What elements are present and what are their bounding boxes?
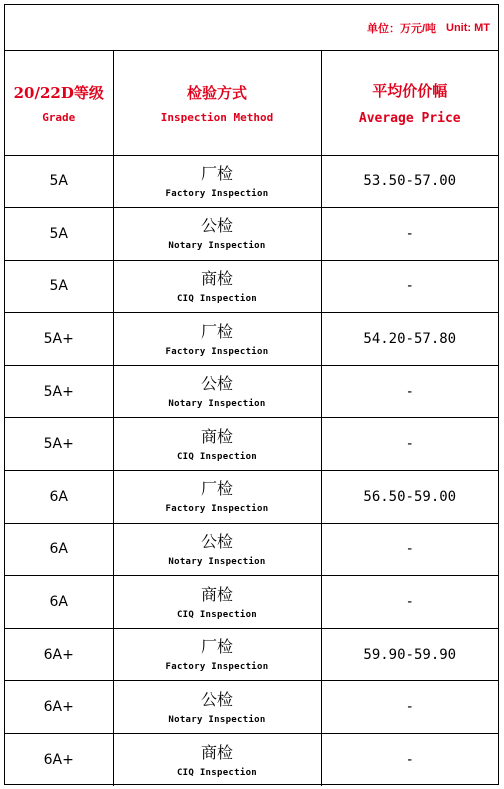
method-cn: 厂检	[200, 321, 233, 341]
method-en: Notary Inspection	[168, 556, 266, 567]
method-en: Factory Inspection	[165, 188, 269, 199]
grade-cell: 5A	[5, 155, 113, 208]
table-header-row	[5, 51, 498, 155]
price-table-sheet	[4, 4, 499, 785]
price-cell: -	[321, 365, 498, 418]
price-cell: 54.20-57.80	[321, 313, 498, 366]
method-cell	[113, 365, 321, 418]
grade-cell: 6A+	[5, 734, 113, 787]
method-cn: 商检	[200, 268, 233, 288]
table-row	[5, 260, 498, 313]
method-cn: 公检	[200, 374, 233, 394]
method-cn: 公检	[200, 531, 233, 551]
method-cell	[113, 523, 321, 576]
header-price-cn: 平均价价幅	[372, 81, 448, 100]
grade-cell: 5A+	[5, 418, 113, 471]
table-row	[5, 155, 498, 208]
header-price-en: Average Price	[358, 110, 461, 126]
price-cell: 59.90-59.90	[321, 628, 498, 681]
header-method-en: Inspection Method	[160, 110, 274, 124]
grade-cell: 6A	[5, 523, 113, 576]
method-cell	[113, 576, 321, 629]
header-price	[321, 51, 498, 155]
method-cn: 公检	[200, 689, 233, 709]
header-method	[113, 51, 321, 155]
method-en: CIQ Inspection	[176, 767, 258, 778]
method-cn: 商检	[200, 742, 233, 762]
method-cell	[113, 681, 321, 734]
method-cn: 厂检	[200, 163, 233, 183]
method-en: Notary Inspection	[168, 399, 266, 410]
method-en: CIQ Inspection	[176, 609, 258, 620]
grade-cell: 6A	[5, 471, 113, 524]
method-cell	[113, 471, 321, 524]
method-cn: 商检	[200, 584, 233, 604]
method-cell	[113, 208, 321, 261]
price-cell: -	[321, 681, 498, 734]
method-cn: 商检	[200, 426, 233, 446]
unit-label-cn: 单位：万元/吨	[366, 22, 437, 35]
method-cell	[113, 734, 321, 787]
table-row	[5, 523, 498, 576]
table-row	[5, 576, 498, 629]
method-cell	[113, 628, 321, 681]
method-cell	[113, 313, 321, 366]
method-cell	[113, 155, 321, 208]
method-en: Notary Inspection	[168, 714, 266, 725]
price-cell: -	[321, 734, 498, 787]
header-grade-en: Grade	[42, 110, 76, 124]
grade-cell: 6A+	[5, 681, 113, 734]
header-method-cn: 检验方式	[186, 83, 247, 102]
unit-label	[5, 5, 498, 51]
price-cell: -	[321, 576, 498, 629]
table-row	[5, 681, 498, 734]
method-cn: 厂检	[200, 637, 233, 657]
method-en: Factory Inspection	[165, 662, 269, 673]
grade-cell: 5A+	[5, 313, 113, 366]
method-cn: 厂检	[200, 479, 233, 499]
header-grade	[5, 51, 113, 155]
method-cell	[113, 418, 321, 471]
grade-cell: 5A	[5, 260, 113, 313]
price-cell: -	[321, 208, 498, 261]
grade-cell: 6A+	[5, 628, 113, 681]
price-cell: -	[321, 523, 498, 576]
table-row	[5, 208, 498, 261]
grade-cell: 6A	[5, 576, 113, 629]
table-row	[5, 628, 498, 681]
price-cell: -	[321, 418, 498, 471]
method-en: Factory Inspection	[165, 346, 269, 357]
price-cell: 56.50-59.00	[321, 471, 498, 524]
table-row	[5, 471, 498, 524]
price-cell: -	[321, 260, 498, 313]
table-row	[5, 313, 498, 366]
method-en: CIQ Inspection	[176, 451, 258, 462]
unit-label-en: Unit: MT	[446, 21, 490, 34]
method-en: CIQ Inspection	[176, 293, 258, 304]
price-cell: 53.50-57.00	[321, 155, 498, 208]
grade-cell: 5A+	[5, 365, 113, 418]
grade-cell: 5A	[5, 208, 113, 261]
price-table	[5, 51, 498, 786]
method-cell	[113, 260, 321, 313]
table-row	[5, 418, 498, 471]
method-en: Notary Inspection	[168, 241, 266, 252]
table-row	[5, 734, 498, 787]
method-cn: 公检	[200, 216, 233, 236]
method-en: Factory Inspection	[165, 504, 269, 515]
table-row	[5, 365, 498, 418]
header-grade-cn: 20/22D等级	[13, 83, 104, 102]
